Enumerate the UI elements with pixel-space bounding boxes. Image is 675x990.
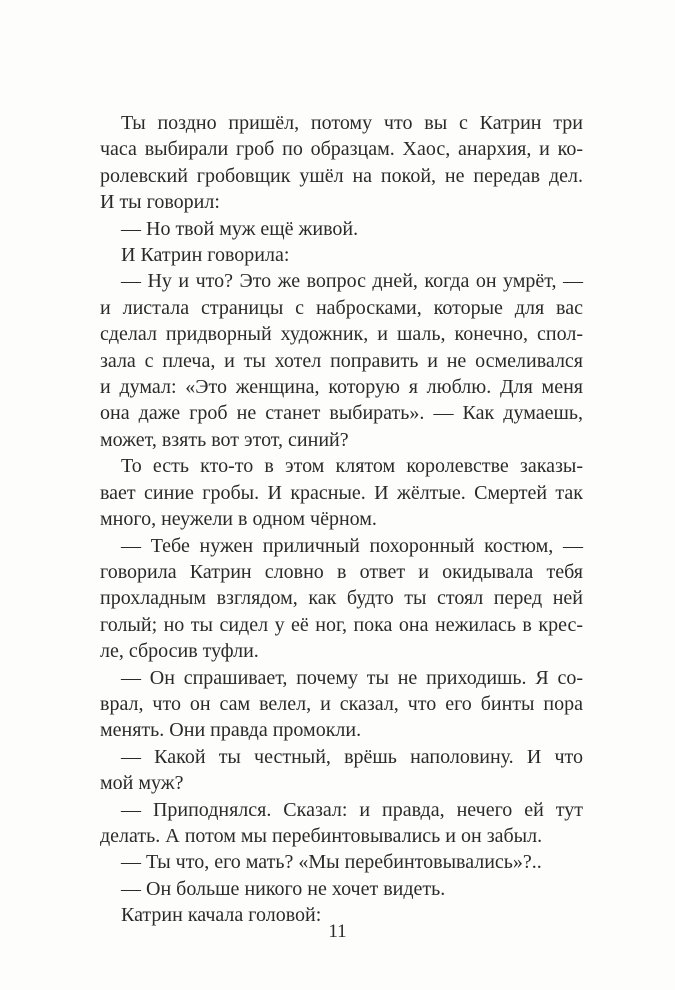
text-line: может, взять вот этот, синий? <box>100 428 349 451</box>
text-line: много, неужели в одном чёрном. <box>100 508 377 531</box>
text-line: и думал: «Это женщина, которую я люблю. Для меня <box>100 376 583 399</box>
text-line: делать. А потом мы перебинтовывались и он забыл. <box>100 824 543 847</box>
text-line: Катрин качала головой: <box>121 904 322 927</box>
text-line: говорила Катрин словно в ответ и окидывала тебя <box>100 560 583 583</box>
text-line: сделал придворный художник, и шаль, конечно, спол- <box>100 323 583 346</box>
text-line: — Какой ты честный, врёшь наполовину. И что <box>121 745 583 768</box>
text-line: врал, что он сам велел, и сказал, что его бинты пора <box>100 692 583 715</box>
text-line: — Тебе нужен приличный похоронный костюм, — <box>121 534 583 557</box>
text-line: — Ну и что? Это же вопрос дней, когда он умрёт, — <box>121 270 583 293</box>
text-line: она даже гроб не станет выбирать». — Как думаешь, <box>100 402 583 425</box>
text-line: голый; но ты сидел у её ног, пока она нежилась в крес- <box>100 613 583 636</box>
text-line: И Катрин говорила: <box>121 244 290 267</box>
text-line: И ты говорил: <box>100 191 220 214</box>
text-line: Ты поздно пришёл, потому что вы с Катрин три <box>121 112 583 134</box>
text-line: ролевский гробовщик ушёл на покой, не передав дел. <box>100 164 583 187</box>
text-line: прохладным взглядом, как будто ты стоял перед ней <box>100 587 583 610</box>
body-text <box>100 110 583 929</box>
text-line: зала с плеча, и ты хотел поправить и не осмеливался <box>100 349 583 372</box>
text-line: — Он спрашивает, почему ты не приходишь. Я со- <box>121 666 583 689</box>
text-line: — Ты что, его мать? «Мы перебинтовывались»?.. <box>121 851 542 874</box>
text-line: — Но твой муж ещё живой. <box>121 217 359 240</box>
text-line: — Он больше никого не хочет видеть. <box>121 877 446 900</box>
text-line: и листала страницы с набросками, которые для вас <box>100 296 583 319</box>
text-line: То есть кто-то в этом клятом королевстве заказы- <box>121 455 583 478</box>
text-line: менять. Они правда промокли. <box>100 719 362 742</box>
text-line: мой муж? <box>100 772 184 795</box>
page-number: 11 <box>328 921 347 942</box>
text-line: вает синие гробы. И красные. И жёлтые. Смертей так <box>100 481 583 504</box>
text-line: ле, сбросив туфли. <box>100 640 259 663</box>
text-line: — Приподнялся. Сказал: и правда, нечего ей тут <box>121 798 583 821</box>
text-line: часа выбирали гроб по образцам. Хаос, анархия, и ко- <box>100 138 583 161</box>
